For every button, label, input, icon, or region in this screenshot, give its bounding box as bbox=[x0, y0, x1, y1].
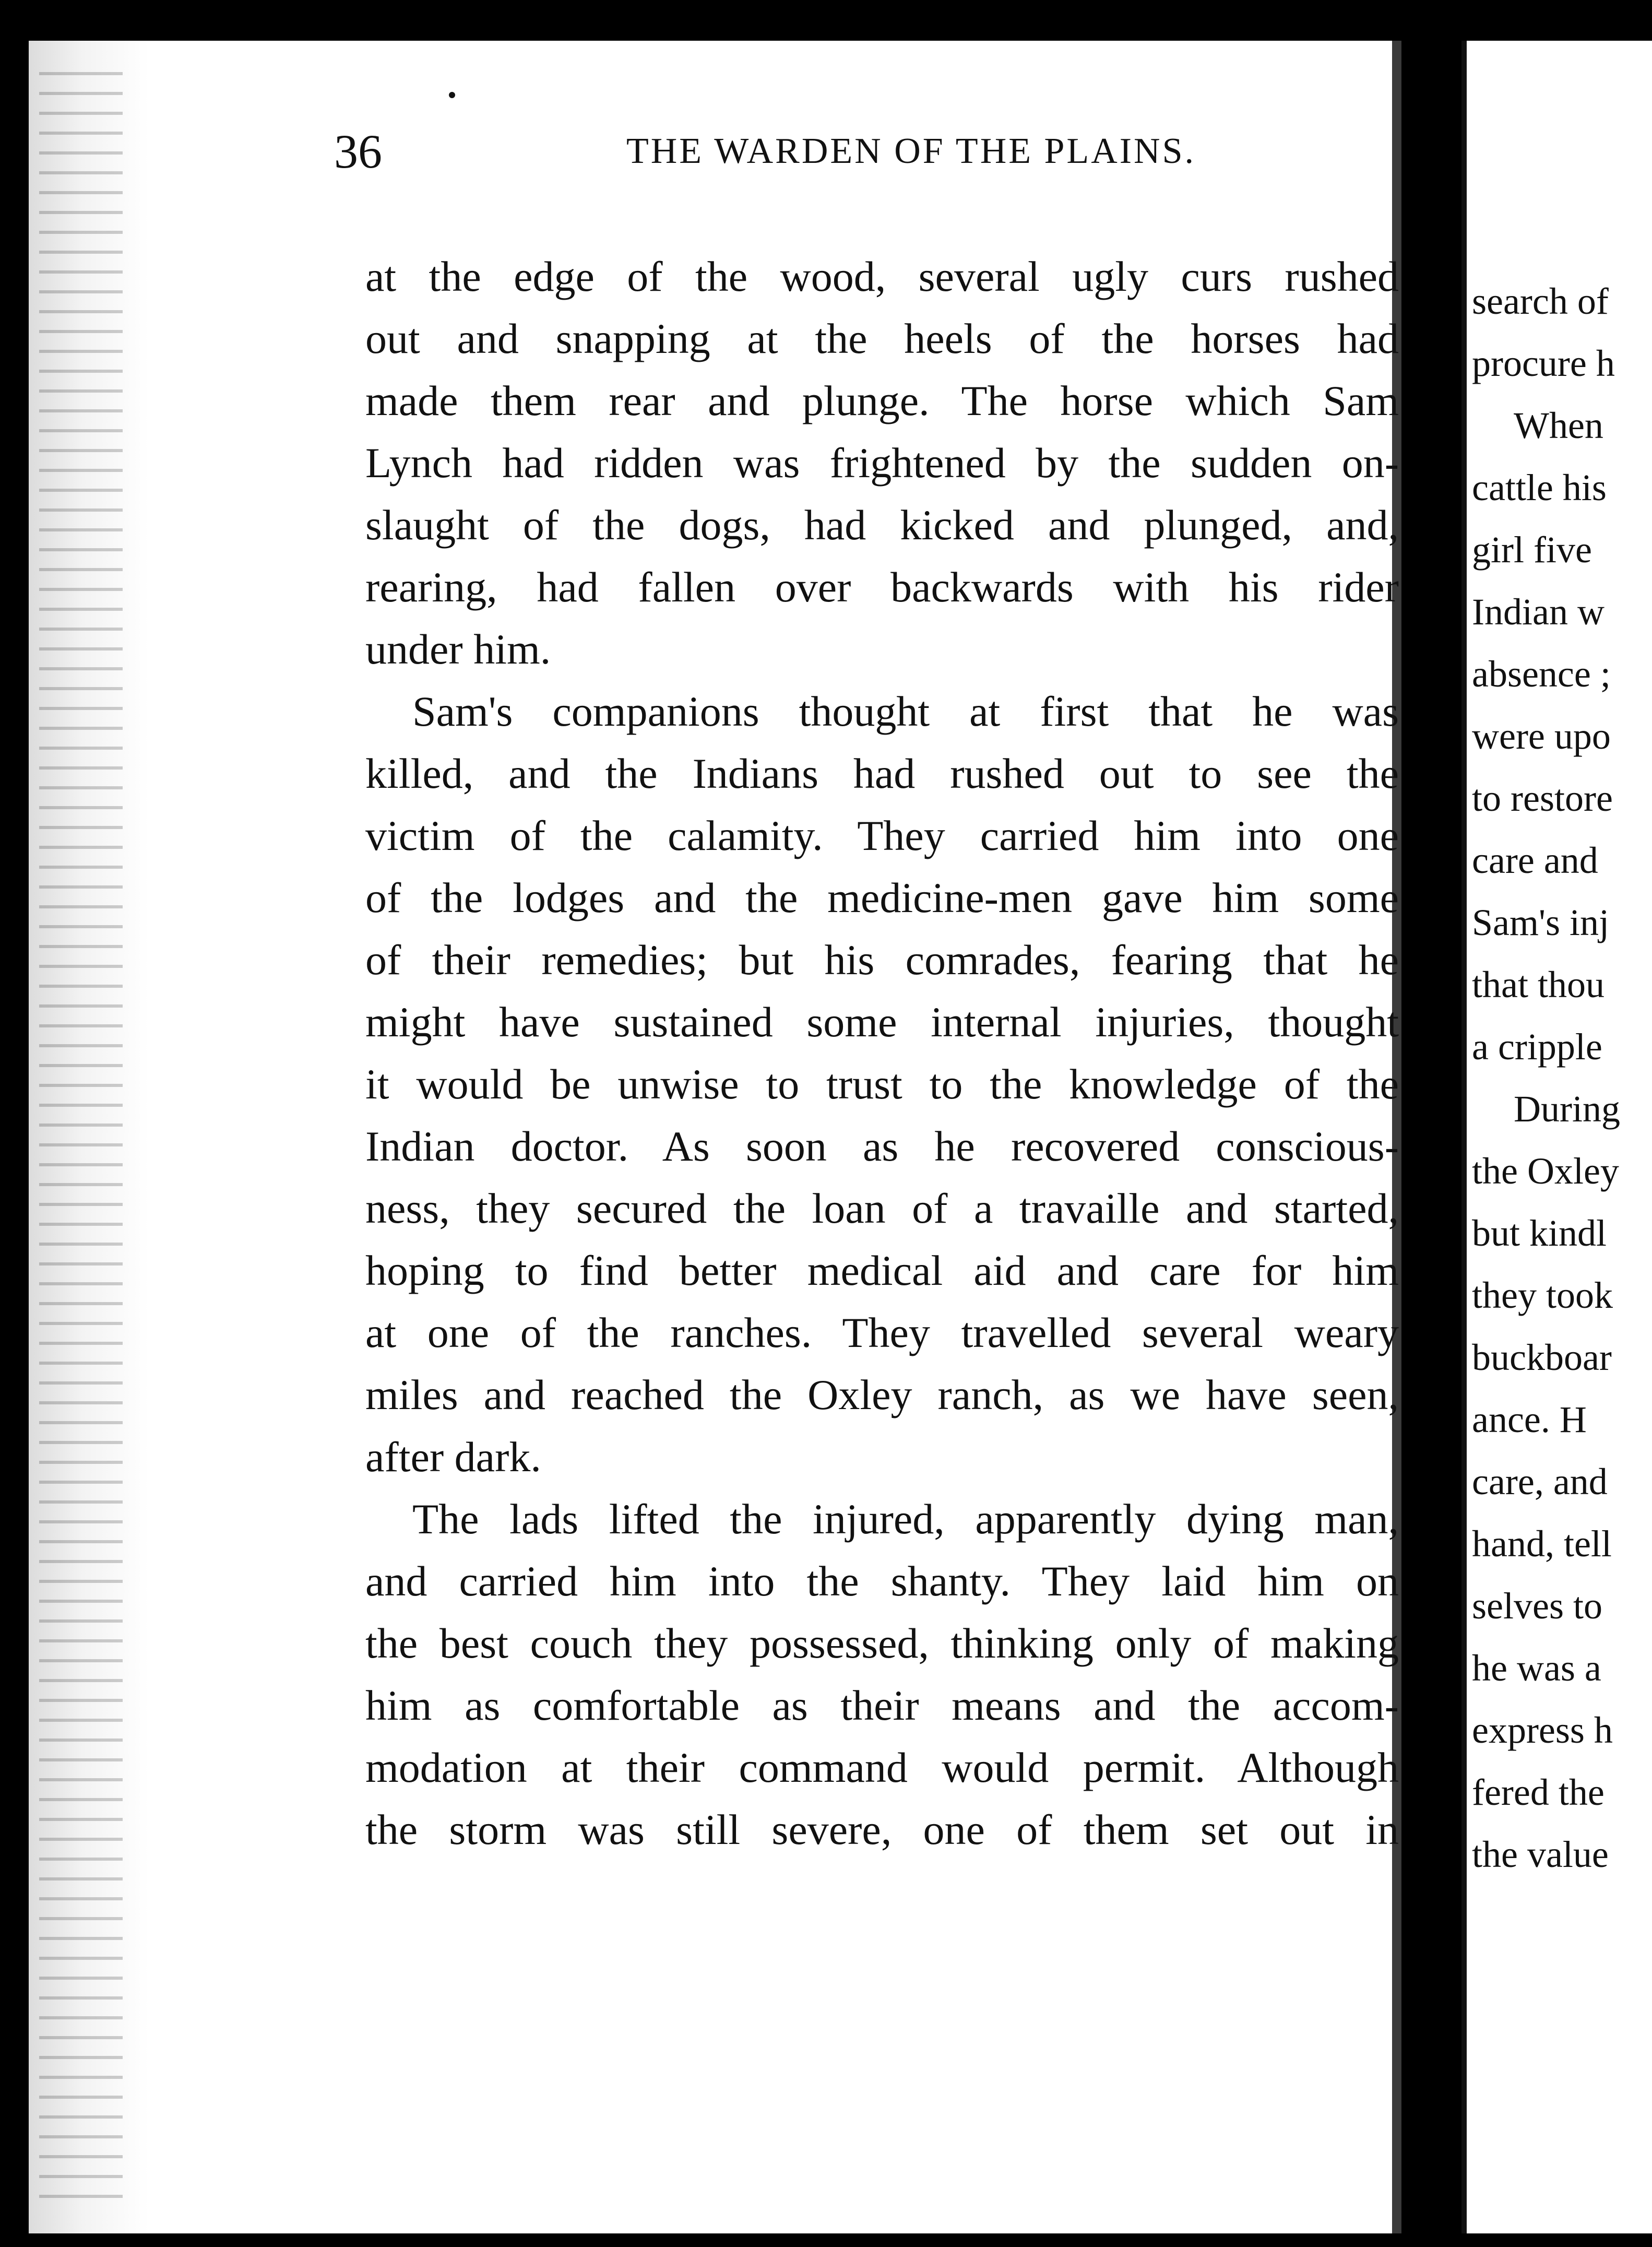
text-line: at the edge of the wood, several ugly curs rushed bbox=[365, 253, 1399, 300]
text-line: at one of the ranches. They travelled several weary bbox=[365, 1309, 1399, 1356]
text-line: killed, and the Indians had rushed out to see the bbox=[365, 750, 1399, 797]
text-line: ness, they secured the loan of a travaille and started, bbox=[365, 1185, 1399, 1232]
facing-text-line: buckboar bbox=[1472, 1337, 1612, 1378]
facing-text-line: hand, tell bbox=[1472, 1523, 1612, 1565]
facing-text-line: During bbox=[1514, 1088, 1620, 1130]
facing-text-line: but kindl bbox=[1472, 1212, 1607, 1254]
facing-text-line: cattle his bbox=[1472, 467, 1607, 508]
text-line: miles and reached the Oxley ranch, as we have seen, bbox=[365, 1371, 1399, 1418]
text-line: of the lodges and the medicine-men gave him some bbox=[365, 874, 1399, 921]
facing-text-line: Indian w bbox=[1472, 591, 1605, 633]
text-line: made them rear and plunge. The horse which Sam bbox=[365, 377, 1399, 424]
running-head bbox=[334, 115, 1368, 188]
text-line: rearing, had fallen over backwards with his rider bbox=[365, 563, 1399, 611]
text-line: The lads lifted the injured, apparently dying man, bbox=[412, 1495, 1399, 1543]
facing-text-line: care and bbox=[1472, 839, 1598, 881]
facing-text-line: he was a bbox=[1472, 1647, 1601, 1689]
text-line: of their remedies; but his comrades, fearing that he bbox=[365, 936, 1399, 984]
ink-speck bbox=[449, 92, 455, 98]
facing-text-line: they took bbox=[1472, 1274, 1613, 1316]
page-number: 36 bbox=[334, 125, 382, 178]
facing-text-line: were upo bbox=[1472, 715, 1611, 757]
facing-page bbox=[1461, 41, 1652, 2233]
facing-page-text bbox=[1472, 270, 1652, 1886]
running-title: THE WARDEN OF THE PLAINS. bbox=[626, 131, 1196, 171]
text-line: Indian doctor. As soon as he recovered conscious- bbox=[365, 1122, 1399, 1170]
body-text bbox=[365, 245, 1399, 1926]
facing-text-line: procure h bbox=[1472, 342, 1615, 384]
text-line: out and snapping at the heels of the horses had bbox=[365, 315, 1399, 362]
facing-text-line: ance. H bbox=[1472, 1399, 1587, 1440]
facing-text-line: care, and bbox=[1472, 1461, 1608, 1503]
text-line: slaught of the dogs, had kicked and plunged, and, bbox=[365, 501, 1399, 549]
facing-text-line: selves to bbox=[1472, 1585, 1602, 1627]
facing-text-line: express h bbox=[1472, 1709, 1613, 1751]
text-line: it would be unwise to trust to the knowledge of the bbox=[365, 1060, 1399, 1108]
facing-text-line: When bbox=[1514, 405, 1603, 446]
text-line: might have sustained some internal injuries, thought bbox=[365, 998, 1399, 1046]
facing-text-line: search of bbox=[1472, 280, 1609, 322]
text-line: Lynch had ridden was frightened by the sudden on- bbox=[365, 439, 1399, 487]
text-line: the best couch they possessed, thinking only of making bbox=[365, 1619, 1399, 1667]
text-line: the storm was still severe, one of them set out in bbox=[365, 1806, 1399, 1853]
text-line: hoping to find better medical aid and care for him bbox=[365, 1247, 1399, 1294]
text-line: and carried him into the shanty. They laid him on bbox=[365, 1557, 1399, 1605]
facing-text-line: fered the bbox=[1472, 1771, 1605, 1813]
facing-text-line: absence ; bbox=[1472, 653, 1611, 695]
facing-text-line: girl five bbox=[1472, 529, 1592, 571]
text-line: Sam's companions thought at first that he was bbox=[412, 688, 1399, 735]
facing-text-line: to restore bbox=[1472, 777, 1613, 819]
text-line: under him. bbox=[365, 625, 551, 673]
text-line: victim of the calamity. They carried him into one bbox=[365, 812, 1399, 859]
text-line: after dark. bbox=[365, 1433, 541, 1481]
facing-text-line: the Oxley bbox=[1472, 1150, 1619, 1192]
gutter-scan-marks bbox=[39, 72, 123, 2202]
text-line: him as comfortable as their means and the accom- bbox=[365, 1682, 1399, 1729]
facing-text-line: a cripple bbox=[1472, 1026, 1602, 1068]
facing-text-line: that thou bbox=[1472, 964, 1605, 1006]
facing-text-line: Sam's inj bbox=[1472, 902, 1610, 943]
text-line: modation at their command would permit. Although bbox=[365, 1744, 1399, 1791]
facing-text-line: the value bbox=[1472, 1834, 1609, 1875]
